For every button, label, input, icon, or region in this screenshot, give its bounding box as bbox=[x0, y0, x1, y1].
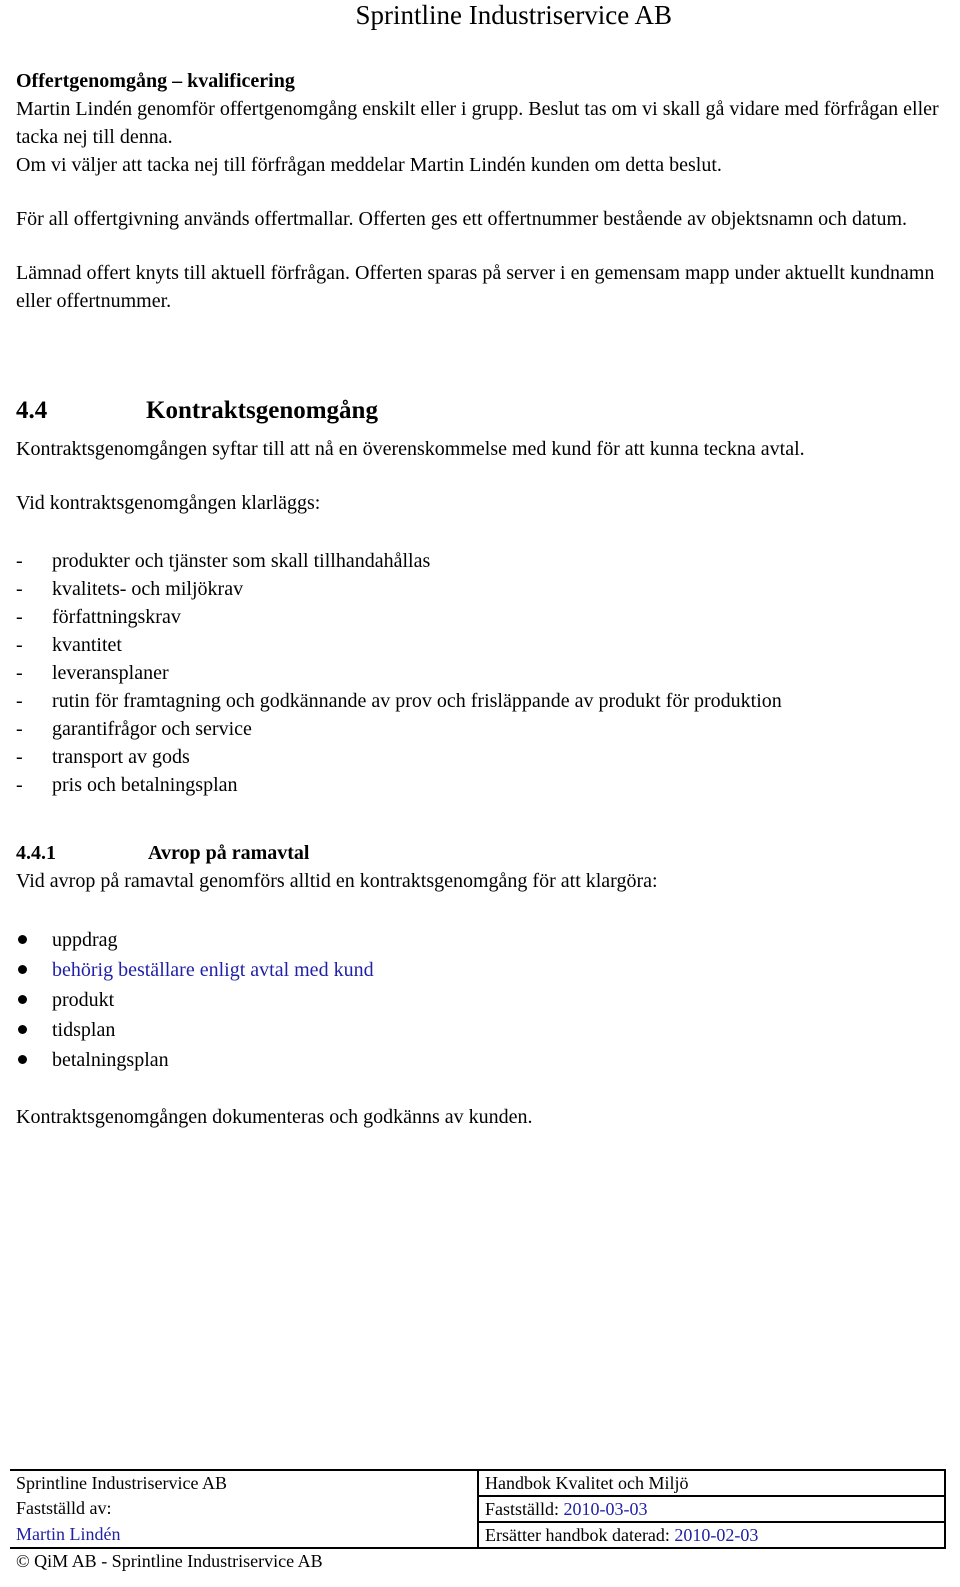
list-item: - pris och betalningsplan bbox=[16, 771, 940, 799]
footer-established-date: 2010-03-03 bbox=[563, 1499, 648, 1519]
offert-paragraph-3: För all offertgivning används offertmallar. Offerten ges ett offertnummer bestående av objektsnamn och datum. bbox=[16, 208, 908, 230]
kontrakt-dash-list bbox=[16, 547, 940, 799]
subsection-title: Avrop på ramavtal bbox=[148, 842, 310, 864]
header-company-name: Sprintline Industriservice AB bbox=[355, 0, 672, 30]
kontrakt-intro: Kontraktsgenomgången syftar till att nå en överenskommelse med kund för att kunna teckna avtal. bbox=[16, 438, 805, 460]
list-item-link[interactable]: behörig beställare enligt avtal med kund bbox=[16, 955, 940, 985]
avrop-closing: Kontraktsgenomgången dokumenteras och godkänns av kunden. bbox=[16, 1106, 533, 1128]
footer-author: Martin Lindén bbox=[10, 1522, 478, 1548]
footer-established-by-label: Fastställd av: bbox=[10, 1496, 478, 1522]
footer-handbook: Handbok Kvalitet och Miljö bbox=[478, 1470, 945, 1496]
bullet-icon bbox=[18, 935, 27, 944]
list-item: produkt bbox=[16, 985, 940, 1015]
page-footer bbox=[10, 1469, 946, 1573]
dash-marker: - bbox=[16, 774, 23, 796]
section-heading-4-4 bbox=[16, 395, 940, 427]
list-item: tidsplan bbox=[16, 1015, 940, 1045]
offert-section-title: Offertgenomgång – kvalificering bbox=[16, 70, 295, 92]
dash-marker: - bbox=[16, 634, 23, 656]
offert-paragraph-4: Lämnad offert knyts till aktuell förfrågan. Offerten sparas på server i en gemensam mapp under aktuellt kundnamn eller offertnummer. bbox=[16, 262, 935, 312]
bullet-icon bbox=[18, 1055, 27, 1064]
section-number: 4.4 bbox=[16, 397, 48, 424]
page-header bbox=[0, 0, 960, 34]
bullet-icon bbox=[18, 965, 27, 974]
avrop-intro: Vid avrop på ramavtal genomförs alltid en kontraktsgenomgång för att klargöra: bbox=[16, 870, 658, 892]
dash-marker: - bbox=[16, 690, 23, 712]
dash-marker: - bbox=[16, 718, 23, 740]
dash-marker: - bbox=[16, 550, 23, 572]
bullet-icon bbox=[18, 995, 27, 1004]
dash-marker: - bbox=[16, 606, 23, 628]
footer-company: Sprintline Industriservice AB bbox=[10, 1470, 478, 1496]
kontrakt-lead: Vid kontraktsgenomgången klarläggs: bbox=[16, 492, 321, 514]
list-item: - kvalitets- och miljökrav bbox=[16, 575, 940, 603]
footer-replaces-date: 2010-02-03 bbox=[674, 1525, 759, 1545]
dash-marker: - bbox=[16, 746, 23, 768]
list-item: uppdrag bbox=[16, 925, 940, 955]
dash-marker: - bbox=[16, 578, 23, 600]
avrop-bullet-list bbox=[16, 925, 940, 1075]
footer-replaces: Ersätter handbok daterad: 2010-02-03 bbox=[478, 1522, 945, 1548]
dash-marker: - bbox=[16, 662, 23, 684]
list-item: - produkter och tjänster som skall tillhandahållas bbox=[16, 547, 940, 575]
footer-established: Fastställd: 2010-03-03 bbox=[478, 1496, 945, 1522]
list-item: - leveransplaner bbox=[16, 659, 940, 687]
subsection-number: 4.4.1 bbox=[16, 842, 56, 864]
document-body bbox=[16, 67, 940, 1131]
footer-copyright: © QiM AB - Sprintline Industriservice AB bbox=[10, 1548, 478, 1573]
list-item: - transport av gods bbox=[16, 743, 940, 771]
list-item: - kvantitet bbox=[16, 631, 940, 659]
list-item: betalningsplan bbox=[16, 1045, 940, 1075]
section-title: Kontraktsgenomgång bbox=[146, 397, 378, 424]
offert-paragraph-1: Martin Lindén genomför offertgenomgång enskilt eller i grupp. Beslut tas om vi skall gå vidare med förfrågan eller tacka nej till denna. bbox=[16, 98, 939, 148]
bullet-icon bbox=[18, 1025, 27, 1034]
list-item: - rutin för framtagning och godkännande av prov och frisläppande av produkt för produktion bbox=[16, 687, 940, 715]
section-heading-4-4-1 bbox=[16, 839, 940, 867]
list-item: - garantifrågor och service bbox=[16, 715, 940, 743]
offert-paragraph-2: Om vi väljer att tacka nej till förfrågan meddelar Martin Lindén kunden om detta beslut. bbox=[16, 154, 722, 176]
list-item: - författningskrav bbox=[16, 603, 940, 631]
